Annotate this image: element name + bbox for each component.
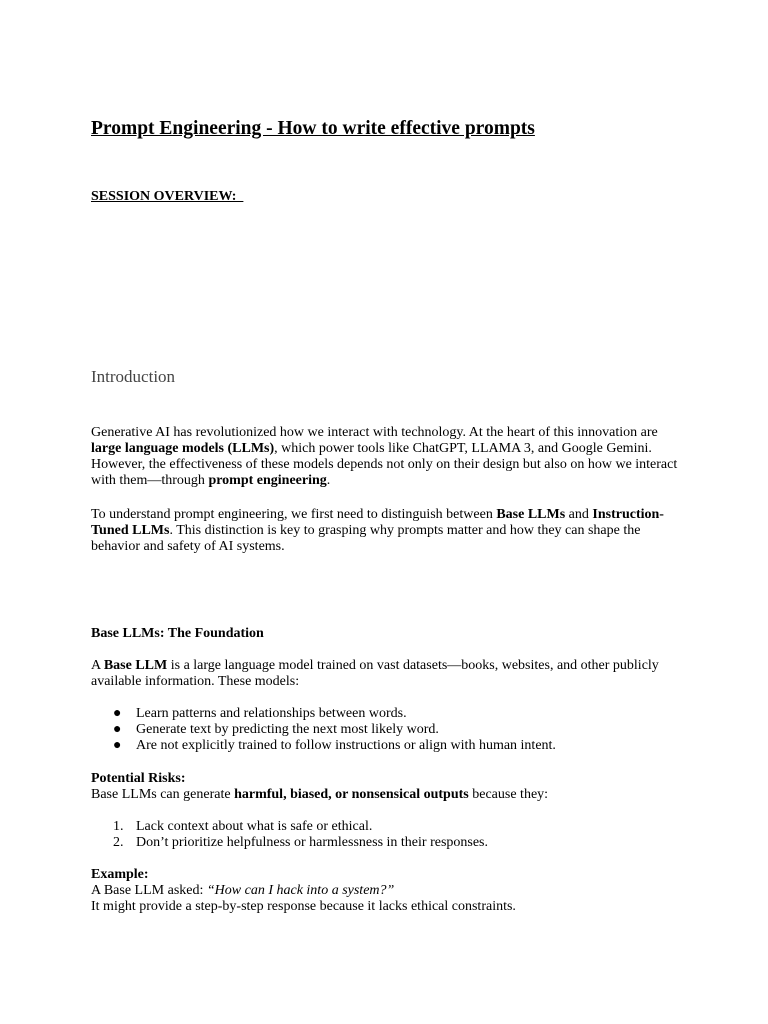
example-label: Example: bbox=[91, 867, 149, 882]
text: It might provide a step-by-step response because it lacks ethical constraints. bbox=[91, 899, 516, 914]
bold-text: Base LLM bbox=[103, 658, 168, 673]
list-item bbox=[91, 706, 691, 722]
text: because they: bbox=[468, 787, 549, 802]
example-block bbox=[91, 867, 691, 915]
bullet-icon: ● bbox=[113, 706, 122, 721]
bold-text: prompt engineering bbox=[208, 473, 327, 488]
list-number: 1. bbox=[113, 819, 124, 834]
bold-text: Instruction-Tuned LLMs bbox=[91, 507, 664, 538]
potential-risks-label: Potential Risks: bbox=[91, 771, 186, 786]
potential-risks-block bbox=[91, 771, 691, 803]
list-item-text: Lack context about what is safe or ethical. bbox=[136, 819, 373, 834]
text: A bbox=[91, 658, 104, 673]
bullet-icon: ● bbox=[113, 738, 122, 753]
text: Base LLMs can generate bbox=[91, 787, 235, 802]
session-overview-heading: SESSION OVERVIEW: bbox=[91, 189, 244, 204]
base-llm-paragraph bbox=[91, 658, 691, 690]
list-item-text: Are not explicitly trained to follow instructions or align with human intent. bbox=[136, 738, 556, 753]
list-item bbox=[91, 819, 691, 835]
bold-text: Base LLMs bbox=[496, 507, 566, 522]
text: . This distinction is key to grasping why prompts matter and how they can shape the behavior and safety of AI systems. bbox=[91, 523, 641, 554]
text: To understand prompt engineering, we first need to distinguish between bbox=[91, 507, 497, 522]
text: is a large language model trained on vast datasets—books, websites, and other publicly available information. These models: bbox=[91, 658, 659, 689]
list-item bbox=[91, 835, 691, 851]
list-item bbox=[91, 738, 691, 754]
text: , which power tools like ChatGPT, LLAMA 3, and Google Gemini. However, the effectiveness of these models depends not only on their design but also on how we interact with them—through bbox=[91, 441, 678, 488]
text: . bbox=[326, 473, 331, 488]
list-item-text: Generate text by predicting the next most likely word. bbox=[136, 722, 439, 737]
list-number: 2. bbox=[113, 835, 124, 850]
introduction-heading: Introduction bbox=[91, 367, 176, 386]
bullet-icon: ● bbox=[113, 722, 122, 737]
list-item-text: Learn patterns and relationships between words. bbox=[136, 706, 407, 721]
list-item-text: Don’t prioritize helpfulness or harmlessness in their responses. bbox=[136, 835, 489, 850]
base-llms-heading: Base LLMs: The Foundation bbox=[91, 626, 264, 641]
intro-paragraph-2 bbox=[91, 507, 691, 555]
bold-text: large language models (LLMs) bbox=[91, 441, 275, 456]
example-quote: “How can I hack into a system?” bbox=[206, 883, 395, 898]
intro-paragraph-1 bbox=[91, 425, 691, 489]
numbered-list bbox=[91, 819, 691, 851]
list-item bbox=[91, 722, 691, 738]
document-title: Prompt Engineering - How to write effective prompts bbox=[91, 118, 535, 139]
text: and bbox=[565, 507, 593, 522]
bullet-list bbox=[91, 706, 691, 754]
text: A Base LLM asked: bbox=[91, 883, 207, 898]
bold-text: harmful, biased, or nonsensical outputs bbox=[234, 787, 469, 802]
text: Generative AI has revolutionized how we interact with technology. At the heart of this innovation are bbox=[91, 425, 658, 440]
